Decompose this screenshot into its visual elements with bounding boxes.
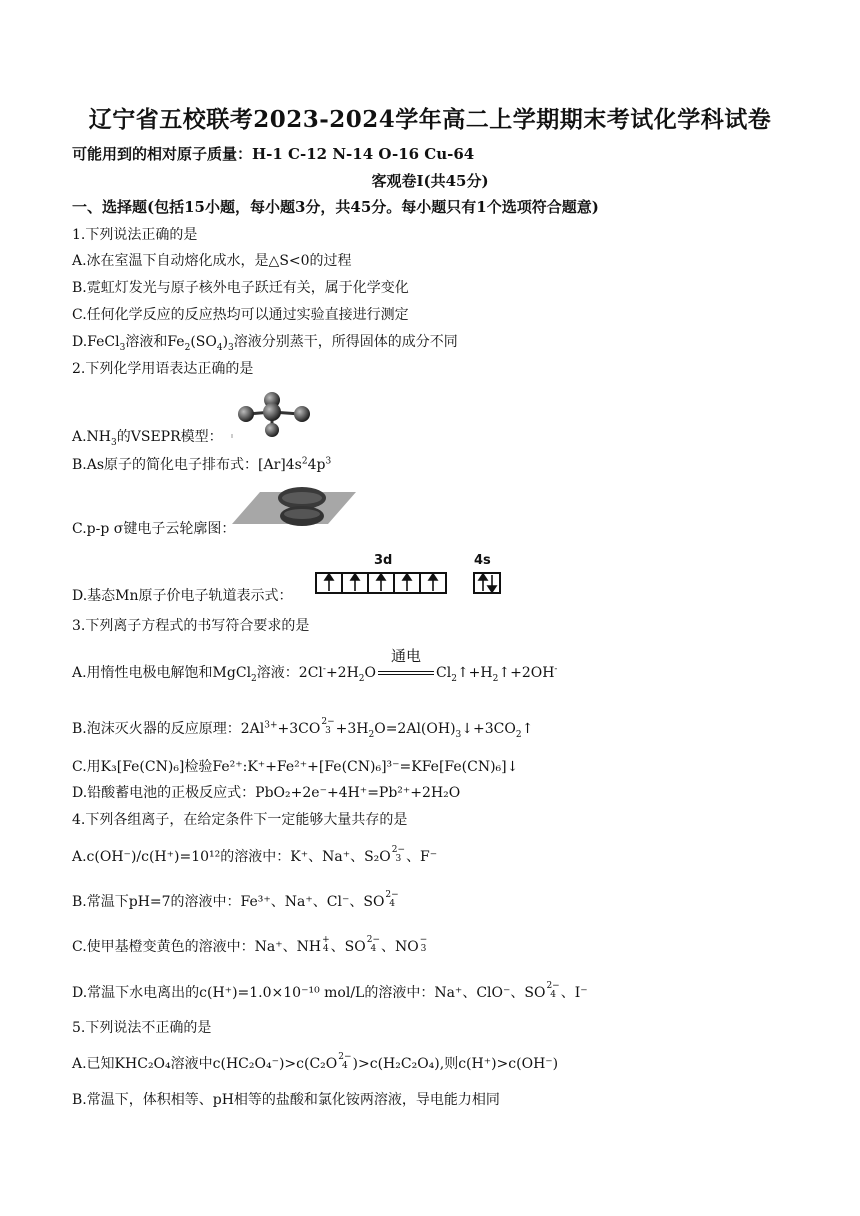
section-one-heading: 一、选择题(包括15小题，每小题3分，共45分。每小题只有1个选项符合题意) [72,198,599,216]
q3-option-a: A.用惰性电极电解饱和MgCl$_2$溶液：$2Cl^-+2H_2O$ 通电 $Cl_2↑+H_2↑+2OH^-$ [72,647,558,684]
q4-option-a: A.c(OH⁻)/c(H⁺)=10¹²的溶液中：K⁺、Na⁺、S₂O 2− 3 、F⁻ [72,845,438,865]
q3-option-c: C.用K₃[Fe(CN)₆]检验Fe²⁺:K⁺+Fe²⁺+[Fe(CN)₆]³⁻=KFe[Fe(CN)₆]↓ [72,759,519,775]
q3-option-b: B.泡沫灭火器的反应原理：$2Al^{3+}+3CO$ 2− 3 $+3H_2O=2Al(OH)_3↓+3CO_2↑$ [72,717,534,740]
q5-stem: 5.下列说法不正确的是 [72,1020,212,1036]
section-objective-heading: 客观卷Ⅰ(共45分) [371,172,489,190]
q2-option-b: B.As原子的简化电子排布式：$[Ar]4s^24p^3$ [72,456,332,473]
exam-title: 辽宁省五校联考2023-2024学年高二上学期期末考试化学科试卷 [88,106,772,133]
q5-option-a: A.已知KHC₂O₄溶液中c(HC₂O₄⁻)>c(C₂O 2− 4 )>c(H₂C₂O₄),则c(H⁺)>c(OH⁻) [72,1052,559,1072]
orbital-4s-label: 4s [474,553,491,568]
q2-option-d: D.基态Mn原子价电子轨道表示式： [72,588,293,604]
atomic-masses: 可能用到的相对原子质量：H-1 C-12 N-14 O-16 Cu-64 [72,145,475,163]
q3-option-d: D.铅酸蓄电池的正极反应式：PbO₂+2e⁻+4H⁺=Pb²⁺+2H₂O [72,785,461,801]
q4-option-b: B.常温下pH=7的溶液中：Fe³⁺、Na⁺、Cl⁻、SO 2− 4 [72,890,399,910]
q4-stem: 4.下列各组离子，在给定条件下一定能够大量共存的是 [72,812,408,828]
mn-orbital-diagram [314,571,504,595]
q2-stem: 2.下列化学用语表达正确的是 [72,361,254,377]
q4-option-d: D.常温下水电离出的c(H⁺)=1.0×10⁻¹⁰ mol/L的溶液中：Na⁺、ClO⁻、SO 2− 4 、I⁻ [72,981,588,1001]
orbital-3d-label: 3d [374,553,393,568]
nh3-vsepr-model-image [228,390,314,440]
q2-option-c: C.p-p σ键电子云轮廓图： [72,521,236,537]
q1-option-c: C.任何化学反应的反应热均可以通过实验直接进行测定 [72,307,409,323]
q5-option-b: B.常温下，体积相等、pH相等的盐酸和氯化铵两溶液，导电能力相同 [72,1092,500,1108]
p-p-sigma-bond-cloud-image [230,484,358,532]
q4-option-c: C.使甲基橙变黄色的溶液中：Na⁺、NH + 4 、SO 2− 4 、NO − 3 [72,935,428,955]
q1-option-a: A.冰在室温下自动熔化成水，是△S<0的过程 [72,253,352,269]
q1-option-b: B.霓虹灯发光与原子核外电子跃迁有关，属于化学变化 [72,280,409,296]
q3-stem: 3.下列离子方程式的书写符合要求的是 [72,618,310,634]
q1-option-d: D.FeCl$_3$溶液和$Fe_2(SO_4)_3$溶液分别蒸干，所得固体的成分不同 [72,334,458,353]
q1-stem: 1.下列说法正确的是 [72,227,198,243]
electrolysis-arrow: 通电 [378,664,434,682]
q2-option-a: $A.NH_3$的VSEPR模型： [72,429,223,448]
